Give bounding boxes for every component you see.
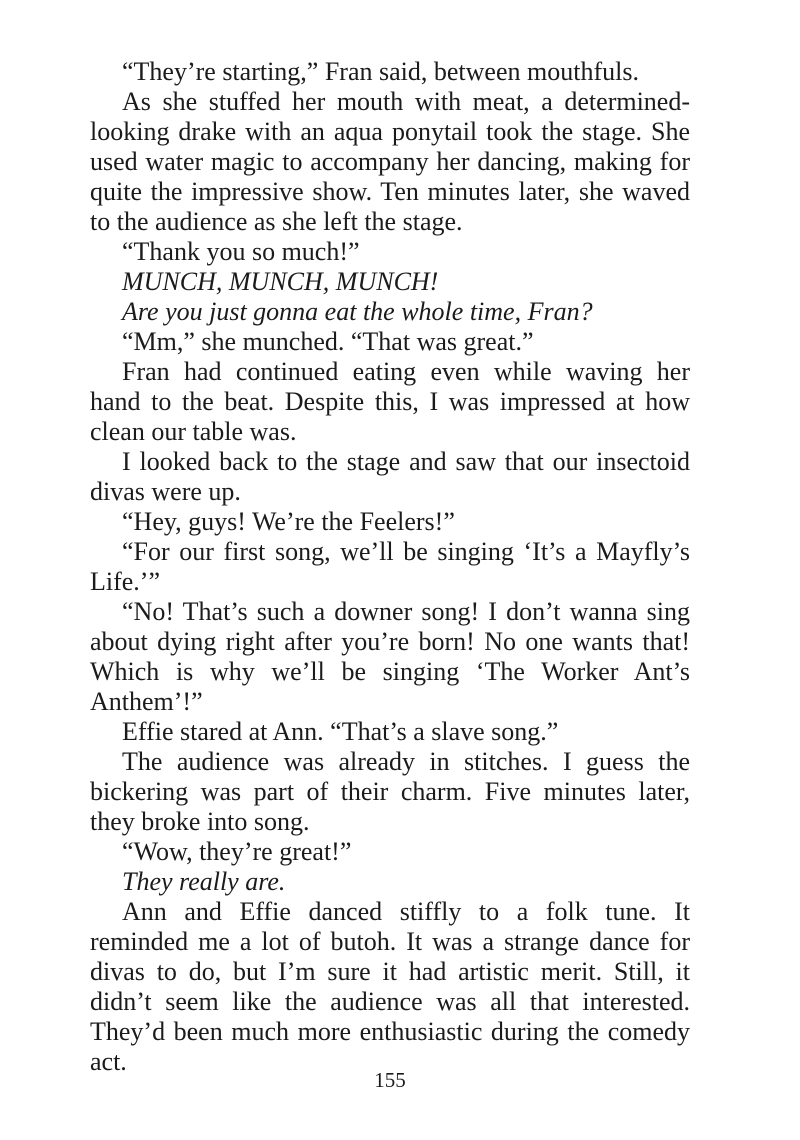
paragraph: As she stuffed her mouth with meat, a determined-looking drake with an aqua ponytail took the stage. She used water magic to accompany her dancing, making for quite the impressive show. Ten minutes later, she waved to the audience as she left the stage. <box>90 87 690 236</box>
paragraph: “They’re starting,” Fran said, between mouthfuls. <box>122 57 639 86</box>
paragraph: MUNCH, MUNCH, MUNCH! <box>122 267 439 296</box>
body-text <box>90 57 690 1077</box>
paragraph: Ann and Effie danced stiffly to a folk tune. It reminded me a lot of butoh. It was a strange dance for divas to do, but I’m sure it had artistic merit. Still, it didn’t seem like the audience was all that interested. They’d been much more enthusiastic during the comedy act. <box>90 897 690 1076</box>
paragraph: “For our first song, we’ll be singing ‘It’s a Mayfly’s Life.’” <box>90 537 690 596</box>
paragraph: “No! That’s such a downer song! I don’t wanna sing about dying right after you’re born! No one wants that! Which is why we’ll be singing ‘The Worker Ant’s Anthem’!” <box>90 597 690 716</box>
paragraph: They really are. <box>122 867 286 896</box>
paragraph: Are you just gonna eat the whole time, Fran? <box>122 297 593 326</box>
paragraph: “Hey, guys! We’re the Feelers!” <box>122 507 455 536</box>
paragraph: Fran had continued eating even while waving her hand to the beat. Despite this, I was impressed at how clean our table was. <box>90 357 690 446</box>
paragraph: Effie stared at Ann. “That’s a slave song.” <box>122 717 559 746</box>
paragraph: I looked back to the stage and saw that our insectoid divas were up. <box>90 447 690 506</box>
paragraph: The audience was already in stitches. I guess the bickering was part of their charm. Five minutes later, they broke into song. <box>90 747 690 836</box>
paragraph: “Mm,” she munched. “That was great.” <box>122 327 534 356</box>
paragraph: “Wow, they’re great!” <box>122 837 352 866</box>
page-number: 155 <box>374 1068 406 1092</box>
paragraph: “Thank you so much!” <box>122 237 360 266</box>
